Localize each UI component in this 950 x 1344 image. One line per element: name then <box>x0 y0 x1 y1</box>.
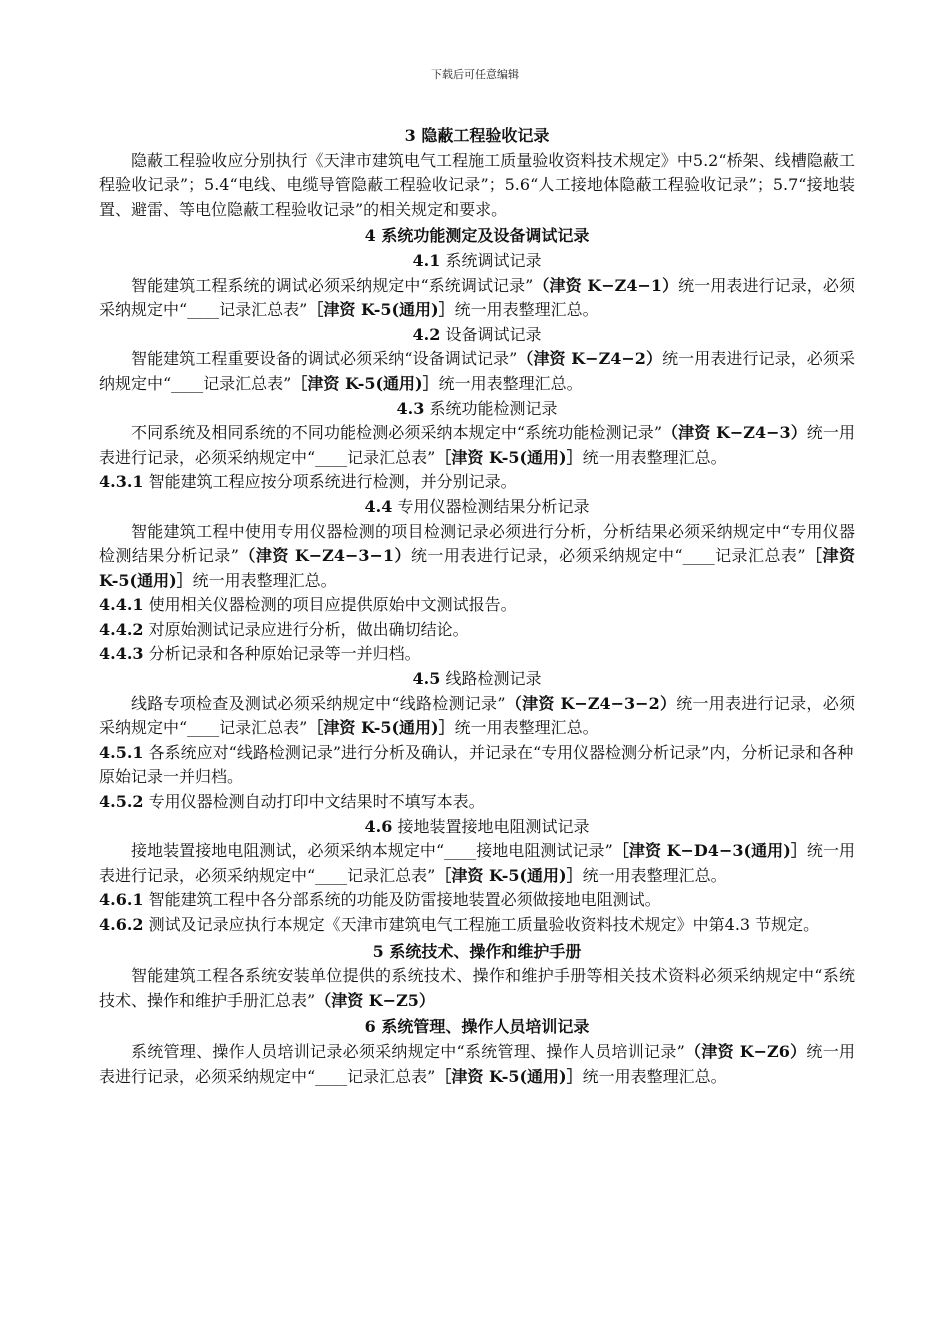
section-3-title: 3 隐蔽工程验收记录 <box>404 126 550 145</box>
subsection-4-3-paragraph <box>99 421 855 470</box>
text: 统一用表进行记录，必须采纳规定中“____记录汇总表” <box>99 841 855 885</box>
form-code: （津资 K−Z4−3−2） <box>505 693 677 713</box>
text: 统一用表整理汇总。 <box>582 1066 727 1086</box>
subsection-title-text: 专用仪器检测结果分析记录 <box>397 496 590 516</box>
form-code: ［津资 K-5(通用)］ <box>435 865 583 885</box>
section-5-title: 5 系统技术、操作和维护手册 <box>372 941 582 961</box>
subsection-number: 4.1 <box>412 250 441 270</box>
form-code: ［津资 K-5(通用)］ <box>291 373 439 393</box>
form-code: （津资 K−Z4−3） <box>662 423 807 443</box>
subsection-4-4-title <box>99 495 855 520</box>
subsection-number: 4.2 <box>412 324 441 344</box>
clause-4-6-1 <box>99 888 855 913</box>
subsection-4-5-title <box>99 667 855 692</box>
clause-text: 测试及记录应执行本规定《天津市建筑电气工程施工质量验收资料技术规定》中第4.3 节规定。 <box>148 915 820 934</box>
clause-number: 4.6.1 <box>99 890 144 910</box>
text: 智能建筑工程重要设备的调试必须采纳“设备调试记录” <box>131 349 518 369</box>
subsection-number: 4.3 <box>396 398 425 418</box>
clause-text: 使用相关仪器检测的项目应提供原始中文测试报告。 <box>148 595 517 615</box>
clause-4-6-2 <box>99 913 855 938</box>
clause-number: 4.5.1 <box>99 742 144 762</box>
text: 接地装置接地电阻测试，必须采纳本规定中“____接地电阻测试记录” <box>131 841 613 861</box>
text: 智能建筑工程系统的调试必须采纳规定中“系统调试记录” <box>131 275 534 295</box>
text: 统一用表进行记录，必须采纳规定中“____记录汇总表” <box>99 275 855 320</box>
document-body <box>99 122 855 1089</box>
subsection-4-3-title <box>99 397 855 422</box>
subsection-4-4-paragraph <box>99 520 855 594</box>
text: 不同系统及相同系统的不同功能检测必须采纳本规定中“系统功能检测记录” <box>131 423 662 443</box>
subsection-title-text: 线路检测记录 <box>445 669 542 689</box>
subsection-number: 4.4 <box>364 496 393 516</box>
clause-text: 分析记录和各种原始记录等一并归档。 <box>148 644 421 664</box>
section-6-paragraph <box>99 1040 855 1089</box>
clause-text: 各系统应对“线路检测记录”进行分析及确认，并记录在“专用仪器检测分析记录”内，分析记录和各种原始记录一并归档。 <box>99 742 854 787</box>
text: 统一用表整理汇总。 <box>582 865 727 885</box>
clause-4-3-1 <box>99 470 855 495</box>
section-6-title: 6 系统管理、操作人员培训记录 <box>364 1017 590 1037</box>
subsection-4-2-paragraph <box>99 347 855 396</box>
clause-number: 4.3.1 <box>99 472 144 492</box>
clause-4-4-1 <box>99 593 855 618</box>
subsection-4-6-title <box>99 815 855 840</box>
form-code: ［津资 K-5(通用)］ <box>435 447 583 467</box>
text: 统一用表整理汇总。 <box>192 570 337 590</box>
subsection-title-text: 系统功能检测记录 <box>429 398 558 418</box>
clause-text: 智能建筑工程应按分项系统进行检测，并分别记录。 <box>148 472 517 492</box>
form-code: ［津资 K−D4−3(通用)］ <box>612 841 807 861</box>
subsection-title-text: 设备调试记录 <box>445 324 542 344</box>
subsection-number: 4.5 <box>412 669 441 689</box>
form-code: （津资 K−Z4−2） <box>517 349 663 369</box>
clause-text: 专用仪器检测自动打印中文结果时不填写本表。 <box>148 792 485 812</box>
form-code: ［津资 K-5(通用)］ <box>307 300 455 320</box>
text: 统一用表进行记录，必须采纳规定中“____记录汇总表” <box>99 423 855 467</box>
text: 统一用表进行记录，必须采纳规定中“____记录汇总表” <box>99 349 855 393</box>
subsection-title-text: 接地装置接地电阻测试记录 <box>397 816 590 836</box>
text: 系统管理、操作人员培训记录必须采纳规定中“系统管理、操作人员培训记录” <box>131 1041 685 1061</box>
form-code: （津资 K−Z4−1） <box>533 275 679 295</box>
subsection-4-1-title <box>99 249 855 274</box>
clause-4-4-2 <box>99 618 855 643</box>
clause-number: 4.5.2 <box>99 792 144 812</box>
section-4-title: 4 系统功能测定及设备调试记录 <box>364 226 590 246</box>
clause-4-4-3 <box>99 642 855 667</box>
text: 统一用表进行记录，必须采纳规定中“____记录汇总表” <box>99 1041 855 1086</box>
text: 智能建筑工程中使用专用仪器检测的项目检测记录必须进行分析，分析结果必须采纳规定中“专用仪器检测结果分析记录” <box>99 521 855 566</box>
clause-text: 智能建筑工程中各分部系统的功能及防雷接地装置必须做接地电阻测试。 <box>148 890 661 910</box>
section-5-paragraph <box>99 964 855 1013</box>
form-code: （津资 K−Z5） <box>315 990 435 1010</box>
form-code: （津资 K−Z4−3−1） <box>238 546 411 566</box>
clause-number: 4.4.2 <box>99 619 144 639</box>
text: 统一用表整理汇总。 <box>454 300 599 320</box>
section-3-paragraph: 隐蔽工程验收应分别执行《天津市建筑电气工程施工质量验收资料技术规定》中5.2“桥架、线槽隐蔽工程验收记录”；5.4“电线、电缆导管隐蔽工程验收记录”；5.6“人工接地体隐蔽工程验收记录”；5.7“接地装置、避雷、等电位隐蔽工程验收记录”的相关规定和要求。 <box>99 150 855 219</box>
subsection-4-2-title <box>99 323 855 348</box>
clause-text: 对原始测试记录应进行分析，做出确切结论。 <box>148 619 469 639</box>
text: 统一用表整理汇总。 <box>438 373 583 393</box>
clause-4-5-1 <box>99 741 855 790</box>
text: 智能建筑工程各系统安装单位提供的系统技术、操作和维护手册等相关技术资料必须采纳规定中“系统技术、操作和维护手册汇总表” <box>99 966 855 1010</box>
text: 统一用表整理汇总。 <box>454 718 599 738</box>
text: 统一用表进行记录，必须采纳规定中“____记录汇总表” <box>410 546 806 566</box>
form-code: （津资 K−Z6） <box>684 1041 807 1061</box>
subsection-title-text: 系统调试记录 <box>445 250 542 270</box>
clause-number: 4.4.1 <box>99 595 144 615</box>
clause-4-5-2 <box>99 790 855 815</box>
form-code: ［津资 K-5(通用)］ <box>435 1066 583 1086</box>
text: 统一用表进行记录，必须采纳规定中“____记录汇总表” <box>99 693 855 738</box>
text: 线路专项检查及测试必须采纳规定中“线路检测记录” <box>131 693 506 713</box>
subsection-4-1-paragraph <box>99 274 855 323</box>
form-code: ［津资 K-5(通用)］ <box>307 718 455 738</box>
subsection-4-6-paragraph <box>99 839 855 888</box>
clause-number: 4.6.2 <box>99 915 144 934</box>
clause-number: 4.4.3 <box>99 644 144 664</box>
page-header: 下载后可任意编辑 <box>431 68 519 81</box>
text: 统一用表整理汇总。 <box>582 447 727 467</box>
form-code: ［津资 K-5(通用)］ <box>99 546 855 590</box>
subsection-number: 4.6 <box>364 816 393 836</box>
subsection-4-5-paragraph <box>99 692 855 741</box>
